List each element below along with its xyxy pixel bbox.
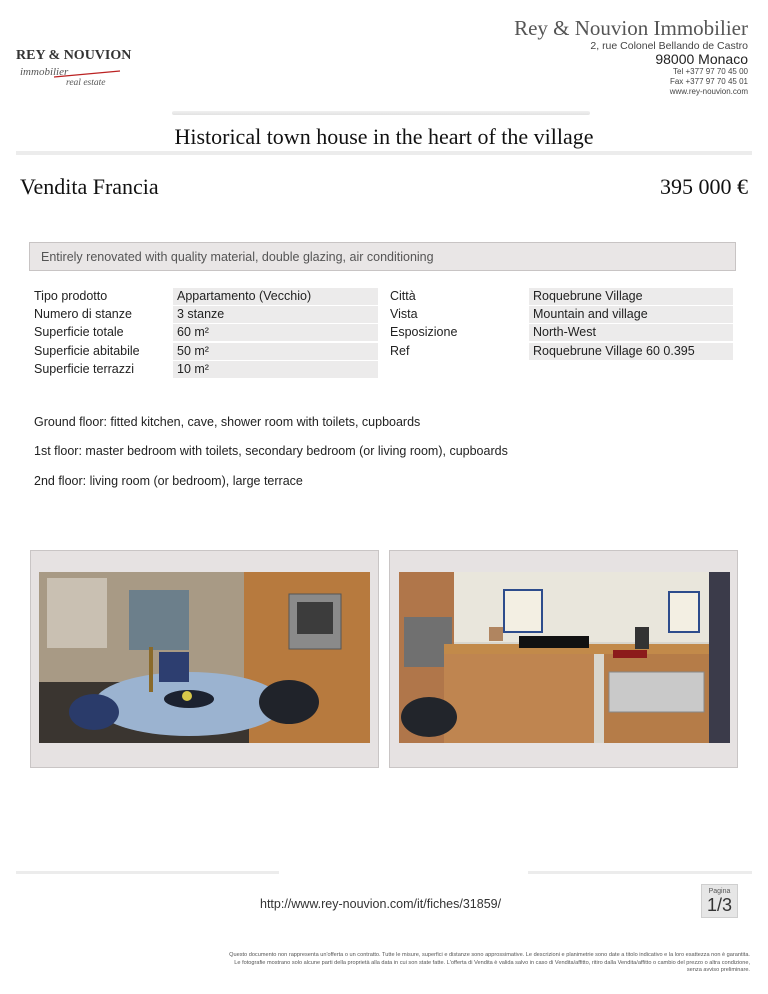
disclaimer-line: Questo documento non rappresenta un'offerta o un contratto. Tutte le misure, superfici e distanze sono approssimative. Le descrizioni e planimetrie sono date a titolo indicativo e la loro esattezza non è garantita. [229,952,750,958]
detail-value: North-West [529,324,733,341]
listing-type: Vendita Francia [20,174,159,199]
kitchen-photo[interactable] [399,572,730,743]
company-name: Rey & Nouvion Immobilier [514,16,748,40]
listing-summary: Entirely renovated with quality material, double glazing, air conditioning [29,242,736,271]
detail-label: Esposizione [390,325,458,339]
page-number: 1/3 [706,895,733,915]
logo-sub-2: real estate [66,78,106,88]
detail-label: Tipo prodotto [34,289,108,303]
detail-value: Roquebrune Village [529,288,733,305]
detail-label: Superficie totale [34,325,124,339]
page-indicator [701,884,738,918]
company-logo [14,44,132,88]
description-first-floor: 1st floor: master bedroom with toilets, secondary bedroom (or living room), cupboards [34,444,508,458]
disclaimer-line: senza avviso preliminare. [686,967,750,973]
logo-text: REY & NOUVION [16,48,132,63]
detail-value: 10 m² [173,361,378,378]
listing-price: 395 000 € [660,174,748,199]
detail-value: 50 m² [173,343,378,360]
detail-value: Appartamento (Vecchio) [173,288,378,305]
listing-title: Historical town house in the heart of the village [174,124,594,149]
photo-card-dining [30,550,379,768]
logo-sub-1: immobilier [20,66,69,78]
footer-divider [16,871,279,874]
detail-value: Roquebrune Village 60 0.395 [529,343,733,360]
detail-value: 3 stanze [173,306,378,323]
page-label: Pagina [708,888,731,895]
fax: Fax +377 97 70 45 01 [669,77,748,86]
address-street: 2, rue Colonel Bellando de Castro [590,40,748,52]
footer-divider [528,871,752,874]
detail-value: 60 m² [173,324,378,341]
dining-room-photo[interactable] [39,572,370,743]
detail-value: Mountain and village [529,306,733,323]
photo-card-kitchen [389,550,738,768]
detail-label: Superficie terrazzi [34,362,135,376]
contact-block [670,67,748,97]
address-city: 98000 Monaco [655,51,748,67]
detail-label: Superficie abitabile [34,344,140,358]
detail-label: Ref [390,344,410,358]
legal-disclaimer [130,952,750,975]
detail-label: Città [390,289,416,303]
header-divider [172,111,590,115]
disclaimer-line: Le fotografie mostrano solo alcune parti della proprietà alla data in cui son state fatte. L'offerta di Vendita è valida salvo in caso di Vendita/affitto, ritiro dalla Vendita/affitto o cambio del prezzo o altra condizione, [234,959,750,966]
title-divider [16,151,752,155]
listing-url[interactable]: http://www.rey-nouvion.com/it/fiches/31859/ [260,897,502,911]
description-ground-floor: Ground floor: fitted kitchen, cave, shower room with toilets, cupboards [34,415,421,429]
description-second-floor: 2nd floor: living room (or bedroom), large terrace [34,474,303,488]
detail-label: Numero di stanze [34,307,132,321]
website-link[interactable]: www.rey-nouvion.com [669,87,748,96]
detail-label: Vista [390,307,418,321]
phone: Tel +377 97 70 45 00 [673,67,748,76]
